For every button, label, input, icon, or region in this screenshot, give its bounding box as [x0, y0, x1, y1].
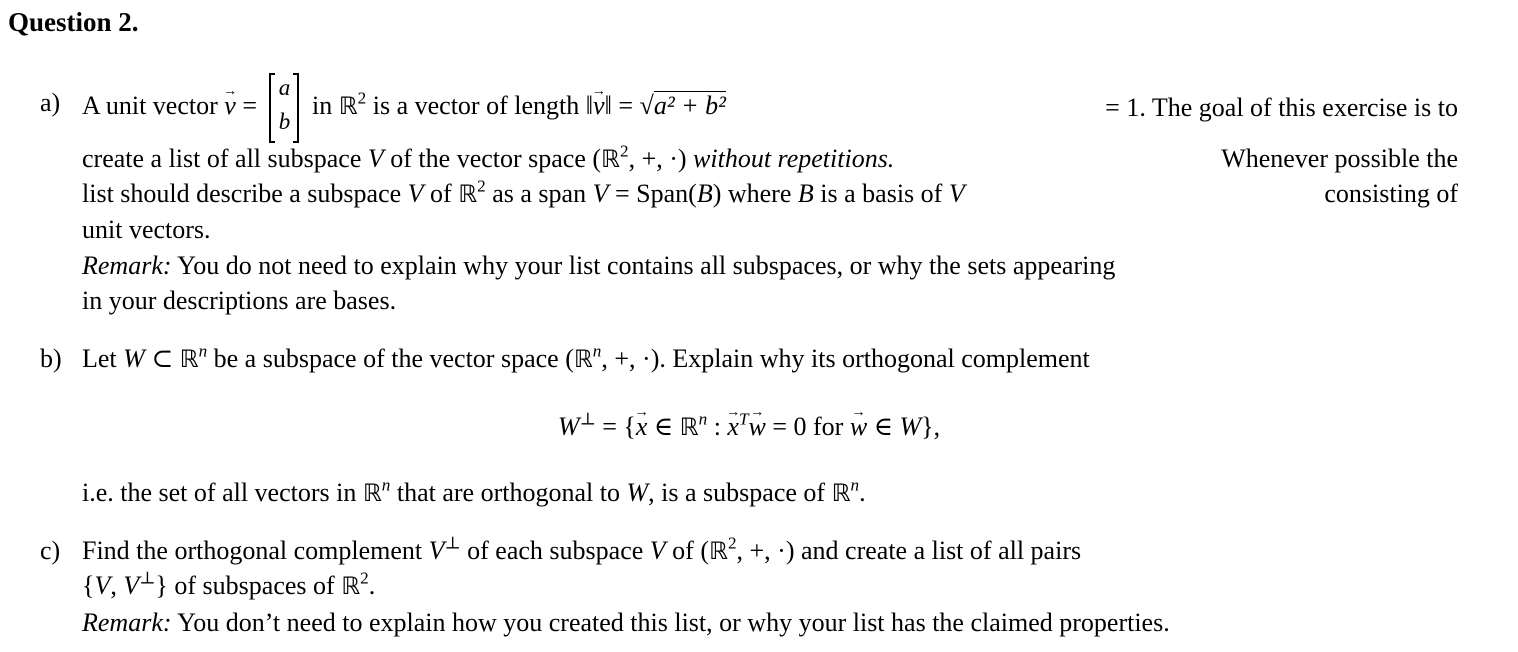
sqrt-sign: √ — [639, 90, 654, 120]
part-a-remark-line-1: Remark: You do not need to explain why your list contains all subspaces, or why the sets appearing — [82, 251, 1116, 280]
length-radicand: a² + b² — [653, 90, 726, 120]
part-c-label: c) — [40, 536, 61, 565]
part-c-line-1: Find the orthogonal complement V⊥ of each subspace V of (ℝ$^2$, +, ·) and create a list of all pairs — [82, 533, 1082, 565]
part-c-remark: Remark: You don’t need to explain how you created this list, or why your list has the claimed properties. — [82, 608, 1170, 637]
part-a-line-1: A unit vector v → = a b in ℝ$^2$ is a vector of length ‖v →‖ = √a² + b² = 1. The goal of this exercise is to — [82, 70, 1458, 146]
part-a-label: a) — [40, 88, 61, 117]
part-a-line-2: create a list of all subspace V of the vector space (ℝ$^2$, +, ·) without repetitions. Whenever possible the — [82, 141, 1458, 173]
part-b-label: b) — [40, 344, 62, 373]
part-b — [40, 341, 1458, 514]
part-a — [40, 70, 1458, 330]
part-c — [40, 533, 1458, 646]
part-a-line-3: list should describe a subspace V of ℝ$^2$ as a span V = Span(B) where B is a basis of V consisting of — [82, 176, 1458, 208]
part-b-line-1: Let W ⊂ ℝ$^n$ be a subspace of the vector space (ℝ$^n$, +, ·). Explain why its orthogonal complement — [82, 341, 1090, 373]
unit-vector-matrix: a b — [269, 73, 299, 143]
part-a-remark-line-2: in your descriptions are bases. — [82, 286, 397, 315]
part-a-line-4: unit vectors. — [82, 215, 211, 244]
part-c-line-2: {V, V⊥} of subspaces of ℝ$^2$. — [82, 568, 376, 600]
part-b-line-3: i.e. the set of all vectors in ℝ$^n$ that are orthogonal to W, is a subspace of ℝ$^n$. — [82, 475, 866, 507]
orthogonal-complement-definition: W⊥ = {x → ∈ ℝ$^n$ : x →$^T$w → = 0 for w → ∈ W}, — [40, 412, 1458, 442]
question-title: Question 2. — [8, 7, 139, 37]
